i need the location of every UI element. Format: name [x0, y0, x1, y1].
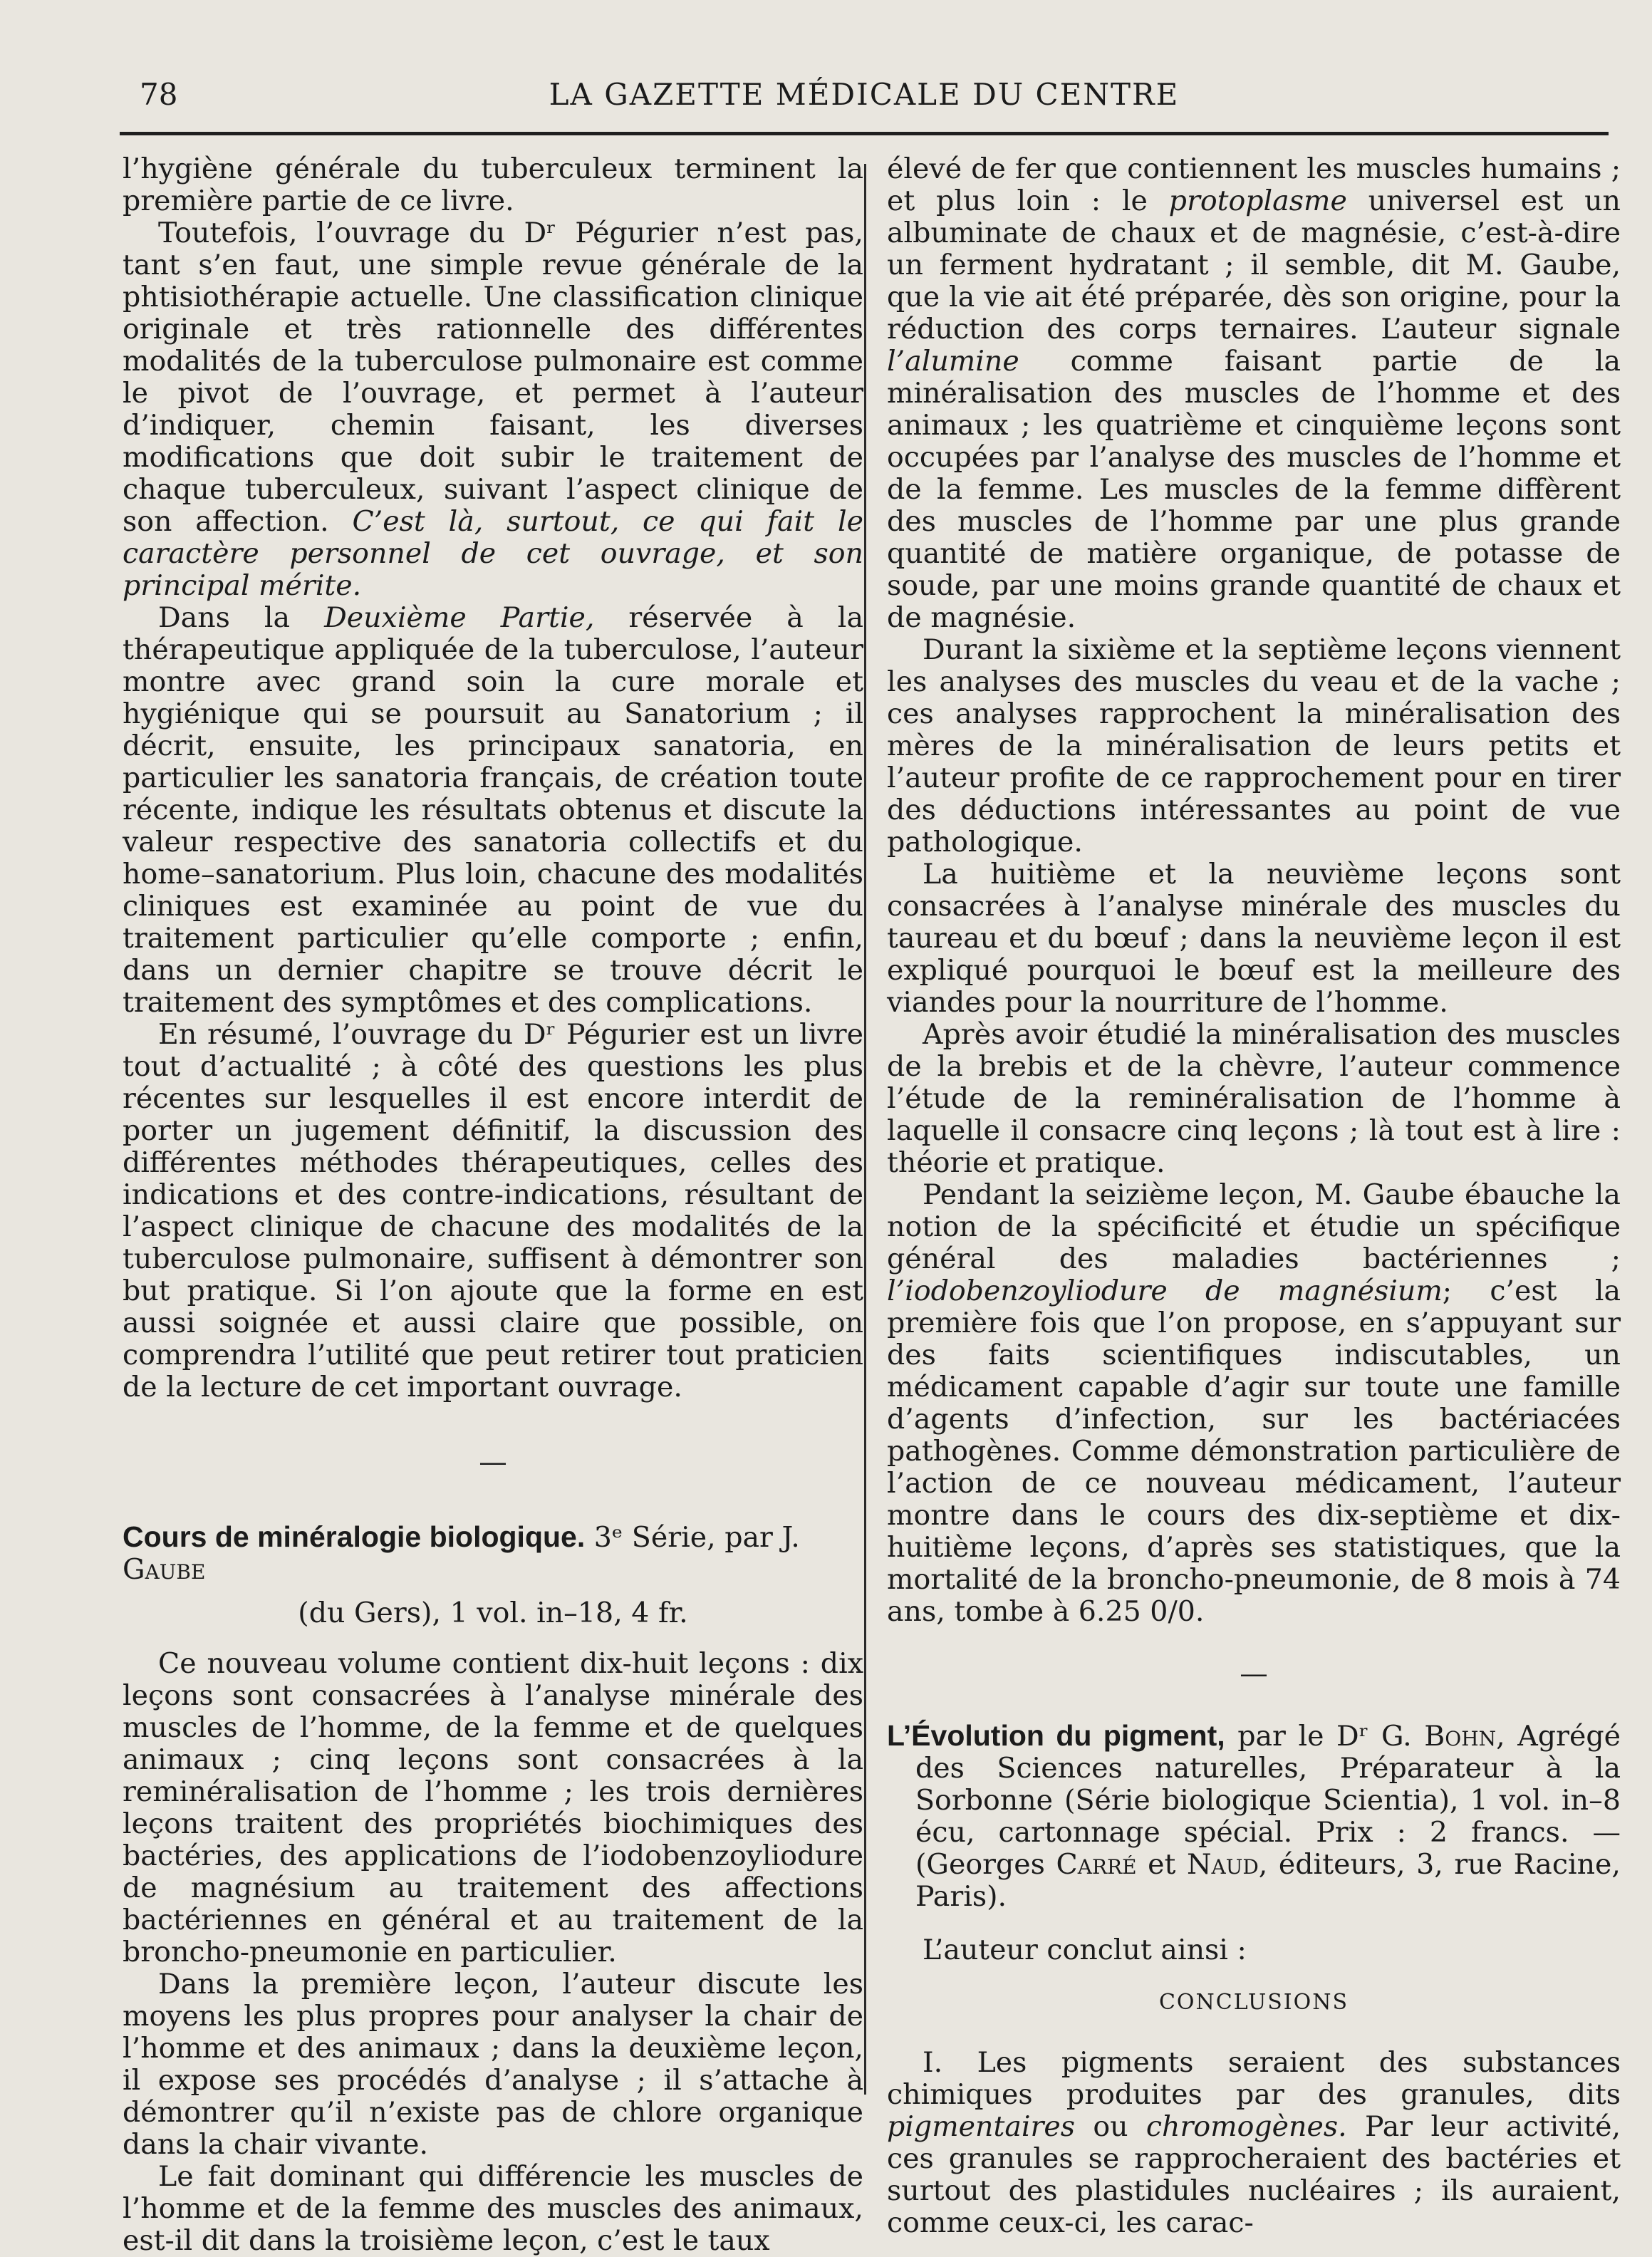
left-column: [123, 153, 863, 2257]
book-meta: 3ᵉ Série, par J.: [593, 1521, 800, 1554]
paragraph: l’hygiène générale du tuberculeux terminent la première partie de ce livre.: [123, 152, 863, 217]
book-author: Gaube: [123, 1553, 206, 1586]
paragraph: L’auteur conclut ainsi :: [923, 1934, 1247, 1966]
page-header: [120, 77, 1609, 127]
italic-text: chromogènes.: [1146, 2110, 1347, 2143]
header-rule: [120, 132, 1609, 135]
paragraph: La huitième et la neuvième leçons sont consacrées à l’analyse minérale des muscles du taureau et du bœuf ; dans la neuvième leçon il est expliqué pourquoi le bœuf est la meilleure des viandes pour la nourriture de l’homme.: [887, 858, 1621, 1019]
right-column: [887, 153, 1621, 2239]
paragraph: Après avoir étudié la minéralisation des muscles de la brebis et de la chèvre, l’auteur commence l’étude de la reminéralisation de l’homme à laquelle il consacre cinq leçons ; là tout est à lire : théorie et pratique.: [887, 1018, 1621, 1179]
text-run: universel est un albuminate de chaux et de magnésie, c’est-à-dire un ferment hydratant ; il semble, dit M. Gaube, que la vie ait été préparée, dès son origine, pour la réduction des corps ternaires. L’auteur signale: [887, 185, 1621, 346]
text-run: comme faisant partie de la minéralisation des muscles de l’homme et des animaux ; les quatrième et cinquième leçons sont occupées par l’analyse des muscles de l’homme et de la femme. Les muscles de la femme diffèrent des muscles de l’homme par une plus grande quantité de matière organique, de potasse de soude, par une moins grande quantité de chaux et de magnésie.: [887, 345, 1621, 634]
conclusions-heading: CONCLUSIONS: [1158, 1990, 1349, 2015]
italic-text: l’iodobenzoyliodure de magnésium: [887, 1275, 1443, 1307]
italic-text: C’est là, surtout, ce qui fait le caractère personnel de cet ouvrage, et son principal mérite.: [123, 505, 863, 602]
book-title: L’Évolution du pigment,: [887, 1719, 1225, 1752]
italic-text: protoplasme: [1168, 185, 1347, 217]
italic-text: l’alumine: [887, 345, 1019, 378]
book-author: Bohn: [1424, 1720, 1497, 1753]
text-run: I. Les pigments seraient des substances chimiques produites par des granules, dits: [887, 2046, 1621, 2111]
book-review-heading: [123, 1521, 863, 1629]
text-run: et: [1148, 1848, 1176, 1881]
paragraph: Dans la première leçon, l’auteur discute les moyens les plus propres pour analyser la chair de l’homme et des animaux ; dans la deuxième leçon, il expose ses procédés d’analyse ; il s’attache à démontrer qu’il n’existe pas de chlore organique dans la chair vivante.: [123, 1968, 863, 2161]
paragraph: Durant la sixième et la septième leçons viennent les analyses des muscles du veau et de la vache ; ces analyses rapprochent la minéralisation des mères de la minéralisation de leurs petits et l’auteur profite de ce rapprochement pour en tirer des déductions intéressantes au point de vue pathologique.: [887, 633, 1621, 858]
paragraph: Ce nouveau volume contient dix-huit leçons : dix leçons sont consacrées à l’analyse minérale des muscles de l’homme, de la femme et de quelques animaux ; cinq leçons sont consacrées à la reminéralisation de l’homme ; les trois dernières leçons traitent des propriétés biochimiques des bactéries, des applications de l’iodobenzoyliodure de magnésium au traitement des affections bactériennes en général et au traitement de la broncho-pneumonie en particulier.: [123, 1647, 863, 1968]
text-run: Dans la: [158, 601, 291, 634]
column-divider: [864, 164, 866, 2095]
paragraph: Le fait dominant qui différencie les muscles de l’homme et de la femme des muscles des animaux, est-il dit dans la troisième leçon, c’est le taux: [123, 2160, 863, 2257]
section-separator: —: [1240, 1657, 1268, 1690]
text-run: , Agrégé des Sciences naturelles, Préparateur à la Sorbonne (Série biologique Scientia), 1 vol. in–8 écu, cartonnage spécial. Prix : 2 francs. — (Georges: [915, 1720, 1621, 1881]
book-meta: (du Gers), 1 vol. in–18, 4 fr.: [298, 1597, 688, 1629]
text-run: , éditeurs, 3, rue Racine, Paris).: [915, 1848, 1621, 1913]
book-review-heading: [887, 1720, 1621, 1913]
text-run: ou: [1093, 2110, 1128, 2143]
page-number: 78: [140, 77, 178, 112]
publisher-name: Carré: [1056, 1848, 1137, 1881]
text-run: par le Dʳ G.: [1237, 1720, 1412, 1753]
publisher-name: Naud: [1186, 1848, 1259, 1881]
text-run: Pendant la seizième leçon, M. Gaube ébauche la notion de la spécificité et étudie un spécifique général des maladies bactériennes ;: [887, 1178, 1621, 1275]
text-run: ; c’est la première fois que l’on propose, en s’appuyant sur des faits scientifiques indiscutables, un médicament capable d’agir sur toute une famille d’agents d’infection, sur les bactériacées pathogènes. Comme démonstration particulière de l’action de ce nouveau médicament, l’auteur montre dans le cours des dix-septième et dix-huitième leçons, d’après ses statistiques, que la mortalité de la broncho-pneumonie, de 8 mois à 74 ans, tombe à 6.25 0/0.: [887, 1275, 1621, 1628]
paragraph: [123, 217, 863, 602]
italic-text: Deuxième Partie,: [324, 601, 595, 634]
text-run: Toutefois, l’ouvrage du Dʳ Pégurier n’est pas, tant s’en faut, une simple revue générale de la phtisiothérapie actuelle. Une classification clinique originale et très rationnelle des différentes modalités de la tuberculose pulmonaire est comme le pivot de l’ouvrage, et permet à l’auteur d’indiquer, chemin faisant, les diverses modifications que doit subir le traitement de chaque tuberculeux, suivant l’aspect clinique de son affection.: [123, 217, 863, 538]
journal-title: LA GAZETTE MÉDICALE DU CENTRE: [549, 77, 1180, 112]
paragraph: [887, 2047, 1621, 2239]
book-title: Cours de minéralogie biologique.: [123, 1520, 586, 1553]
text-run: Par leur activité, ces granules se rapprocheraient des bactéries et surtout des plastidules nucléaires ; ils auraient, comme ceux-ci, les carac-: [887, 2110, 1621, 2239]
paragraph: [887, 153, 1621, 634]
paragraph: [123, 602, 863, 1019]
italic-text: pigmentaires: [887, 2110, 1076, 2143]
text-run: réservée à la thérapeutique appliquée de la tuberculose, l’auteur montre avec grand soin la cure morale et hygiénique qui se poursuit au Sanatorium ; il décrit, ensuite, les principaux sanatoria, en particulier les sanatoria français, de création toute récente, indique les résultats obtenus et discute la valeur respective des sanatoria collectifs et du home–sanatorium. Plus loin, chacune des modalités cliniques est examinée au point de vue du traitement particulier qu’elle comporte ; enfin, dans un dernier chapitre se trouve décrit le traitement des symptômes et des complications.: [123, 601, 863, 1019]
text-run: élevé de fer que contiennent les muscles humains ; et plus loin : le: [887, 152, 1621, 217]
section-separator: —: [479, 1446, 507, 1478]
paragraph: En résumé, l’ouvrage du Dʳ Pégurier est un livre tout d’actualité ; à côté des questions les plus récentes sur lesquelles il est encore interdit de porter un jugement définitif, la discussion des différentes méthodes thérapeutiques, celles des indications et des contre-indications, résultant de l’aspect clinique de chacune des modalités de la tuberculose pulmonaire, suffisent à démontrer son but pratique. Si l’on ajoute que la forme en est aussi soignée et aussi claire que possible, on comprendra l’utilité que peut retirer tout praticien de la lecture de cet important ouvrage.: [123, 1018, 863, 1404]
paragraph: [887, 1179, 1621, 1628]
